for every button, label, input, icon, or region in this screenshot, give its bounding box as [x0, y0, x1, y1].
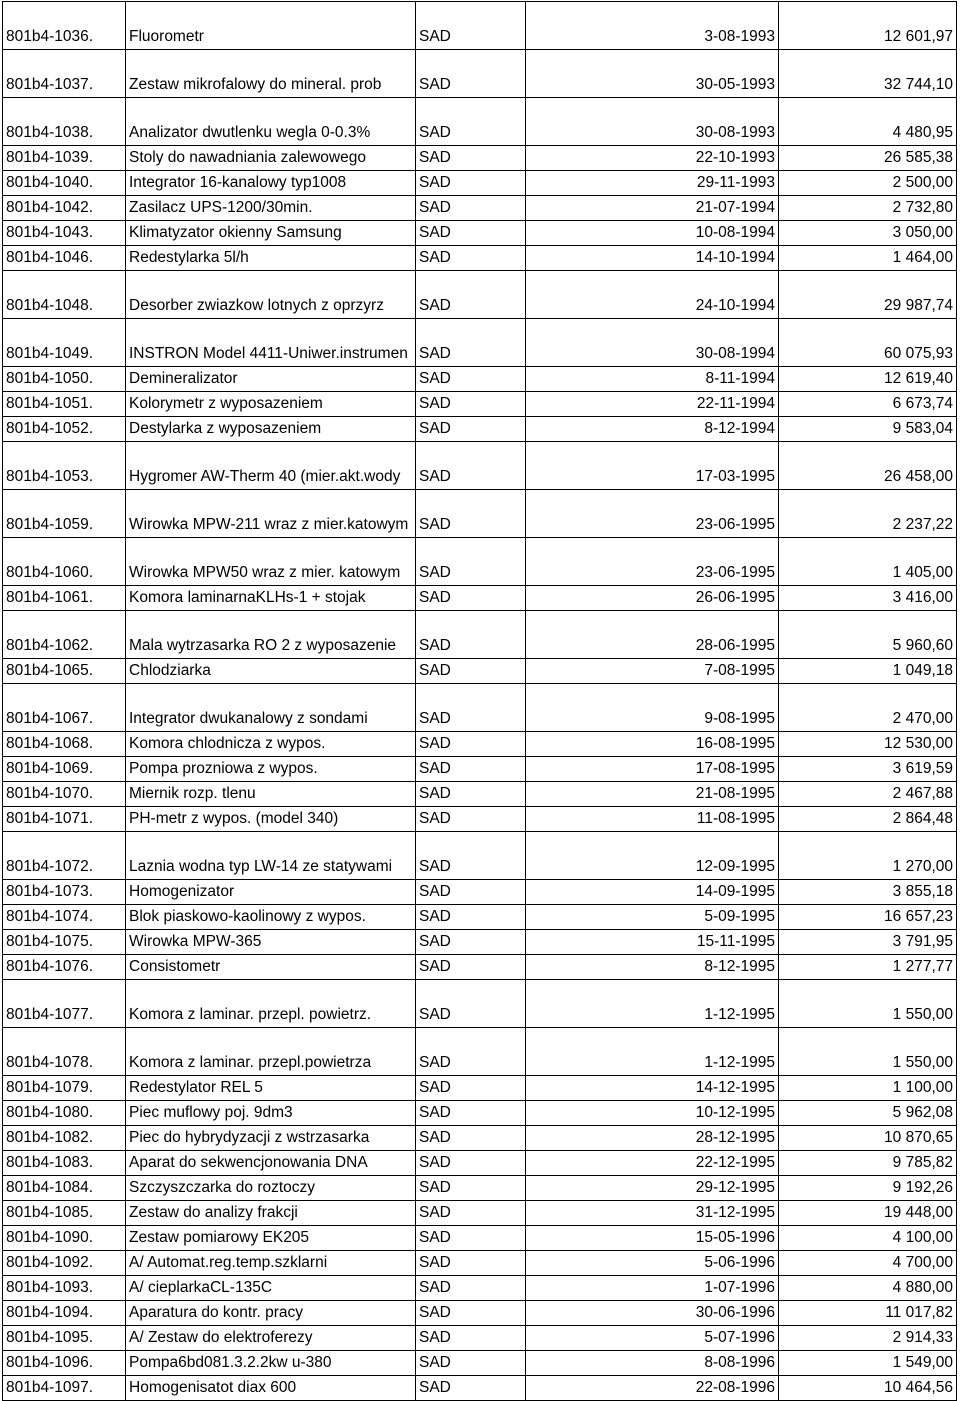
date-cell: 28-12-1995 [526, 1126, 779, 1151]
owner-cell: SAD [416, 1326, 526, 1351]
inventory-id-cell: 801b4-1070. [3, 782, 126, 807]
table-row [3, 1251, 957, 1276]
value-cell: 9 192,26 [779, 1176, 957, 1201]
value-cell: 6 673,74 [779, 392, 957, 417]
date-cell: 10-08-1994 [526, 221, 779, 246]
inventory-id-cell: 801b4-1040. [3, 171, 126, 196]
table-row [3, 611, 957, 659]
item-name-cell: Homogenizator [126, 880, 416, 905]
value-cell: 3 791,95 [779, 930, 957, 955]
inventory-id-cell: 801b4-1059. [3, 490, 126, 538]
value-cell: 5 962,08 [779, 1101, 957, 1126]
inventory-id-cell: 801b4-1096. [3, 1351, 126, 1376]
owner-cell: SAD [416, 490, 526, 538]
item-name-cell: Miernik rozp. tlenu [126, 782, 416, 807]
value-cell: 9 785,82 [779, 1151, 957, 1176]
date-cell: 30-08-1993 [526, 98, 779, 146]
owner-cell: SAD [416, 1251, 526, 1276]
date-cell: 17-08-1995 [526, 757, 779, 782]
date-cell: 11-08-1995 [526, 807, 779, 832]
item-name-cell: Komora chlodnicza z wypos. [126, 732, 416, 757]
table-row [3, 246, 957, 271]
item-name-cell: Mala wytrzasarka RO 2 z wyposazenie [126, 611, 416, 659]
table-row [3, 1376, 957, 1401]
table-row [3, 732, 957, 757]
owner-cell: SAD [416, 757, 526, 782]
inventory-id-cell: 801b4-1053. [3, 442, 126, 490]
table-row [3, 50, 957, 98]
owner-cell: SAD [416, 196, 526, 221]
date-cell: 14-12-1995 [526, 1076, 779, 1101]
table-row [3, 2, 957, 50]
inventory-id-cell: 801b4-1093. [3, 1276, 126, 1301]
inventory-id-cell: 801b4-1046. [3, 246, 126, 271]
date-cell: 26-06-1995 [526, 586, 779, 611]
inventory-id-cell: 801b4-1075. [3, 930, 126, 955]
value-cell: 2 237,22 [779, 490, 957, 538]
inventory-id-cell: 801b4-1051. [3, 392, 126, 417]
date-cell: 30-06-1996 [526, 1301, 779, 1326]
owner-cell: SAD [416, 1276, 526, 1301]
value-cell: 32 744,10 [779, 50, 957, 98]
item-name-cell: Wirowka MPW-365 [126, 930, 416, 955]
owner-cell: SAD [416, 659, 526, 684]
value-cell: 2 914,33 [779, 1326, 957, 1351]
inventory-id-cell: 801b4-1092. [3, 1251, 126, 1276]
item-name-cell: Fluorometr [126, 2, 416, 50]
owner-cell: SAD [416, 1126, 526, 1151]
item-name-cell: Zestaw mikrofalowy do mineral. prob [126, 50, 416, 98]
inventory-id-cell: 801b4-1097. [3, 1376, 126, 1401]
date-cell: 1-07-1996 [526, 1276, 779, 1301]
inventory-id-cell: 801b4-1048. [3, 271, 126, 319]
table-row [3, 1326, 957, 1351]
inventory-id-cell: 801b4-1043. [3, 221, 126, 246]
item-name-cell: INSTRON Model 4411-Uniwer.instrumen [126, 319, 416, 367]
table-row [3, 196, 957, 221]
value-cell: 2 467,88 [779, 782, 957, 807]
date-cell: 5-06-1996 [526, 1251, 779, 1276]
date-cell: 8-08-1996 [526, 1351, 779, 1376]
date-cell: 15-05-1996 [526, 1226, 779, 1251]
value-cell: 12 619,40 [779, 367, 957, 392]
table-row [3, 490, 957, 538]
table-row [3, 955, 957, 980]
owner-cell: SAD [416, 1076, 526, 1101]
owner-cell: SAD [416, 980, 526, 1028]
value-cell: 1 550,00 [779, 980, 957, 1028]
item-name-cell: A/ Automat.reg.temp.szklarni [126, 1251, 416, 1276]
table-row [3, 1301, 957, 1326]
table-row [3, 392, 957, 417]
value-cell: 16 657,23 [779, 905, 957, 930]
date-cell: 16-08-1995 [526, 732, 779, 757]
table-row [3, 98, 957, 146]
table-row [3, 146, 957, 171]
value-cell: 3 855,18 [779, 880, 957, 905]
value-cell: 1 049,18 [779, 659, 957, 684]
inventory-id-cell: 801b4-1061. [3, 586, 126, 611]
owner-cell: SAD [416, 367, 526, 392]
owner-cell: SAD [416, 221, 526, 246]
value-cell: 1 277,77 [779, 955, 957, 980]
value-cell: 1 405,00 [779, 538, 957, 586]
date-cell: 21-08-1995 [526, 782, 779, 807]
date-cell: 8-12-1994 [526, 417, 779, 442]
table-row [3, 757, 957, 782]
inventory-id-cell: 801b4-1076. [3, 955, 126, 980]
item-name-cell: Szczyszczarka do roztoczy [126, 1176, 416, 1201]
item-name-cell: Homogenisatot diax 600 [126, 1376, 416, 1401]
value-cell: 2 470,00 [779, 684, 957, 732]
value-cell: 12 601,97 [779, 2, 957, 50]
owner-cell: SAD [416, 1301, 526, 1326]
owner-cell: SAD [416, 930, 526, 955]
owner-cell: SAD [416, 246, 526, 271]
item-name-cell: Aparat do sekwencjonowania DNA [126, 1151, 416, 1176]
item-name-cell: A/ Zestaw do elektroferezy [126, 1326, 416, 1351]
item-name-cell: Hygromer AW-Therm 40 (mier.akt.wody [126, 442, 416, 490]
item-name-cell: A/ cieplarkaCL-135C [126, 1276, 416, 1301]
owner-cell: SAD [416, 171, 526, 196]
item-name-cell: Redestylator REL 5 [126, 1076, 416, 1101]
inventory-id-cell: 801b4-1052. [3, 417, 126, 442]
date-cell: 24-10-1994 [526, 271, 779, 319]
table-row [3, 1076, 957, 1101]
inventory-id-cell: 801b4-1073. [3, 880, 126, 905]
value-cell: 1 549,00 [779, 1351, 957, 1376]
item-name-cell: Komora z laminar. przepl. powietrz. [126, 980, 416, 1028]
owner-cell: SAD [416, 442, 526, 490]
date-cell: 21-07-1994 [526, 196, 779, 221]
item-name-cell: Integrator dwukanalowy z sondami [126, 684, 416, 732]
table-row [3, 319, 957, 367]
owner-cell: SAD [416, 1151, 526, 1176]
owner-cell: SAD [416, 586, 526, 611]
item-name-cell: Integrator 16-kanalowy typ1008 [126, 171, 416, 196]
item-name-cell: Komora z laminar. przepl.powietrza [126, 1028, 416, 1076]
value-cell: 4 880,00 [779, 1276, 957, 1301]
item-name-cell: Klimatyzator okienny Samsung [126, 221, 416, 246]
owner-cell: SAD [416, 1351, 526, 1376]
date-cell: 22-12-1995 [526, 1151, 779, 1176]
item-name-cell: Destylarka z wyposazeniem [126, 417, 416, 442]
date-cell: 23-06-1995 [526, 538, 779, 586]
owner-cell: SAD [416, 538, 526, 586]
inventory-id-cell: 801b4-1037. [3, 50, 126, 98]
item-name-cell: Redestylarka 5l/h [126, 246, 416, 271]
date-cell: 28-06-1995 [526, 611, 779, 659]
owner-cell: SAD [416, 50, 526, 98]
owner-cell: SAD [416, 146, 526, 171]
inventory-id-cell: 801b4-1083. [3, 1151, 126, 1176]
inventory-id-cell: 801b4-1080. [3, 1101, 126, 1126]
inventory-id-cell: 801b4-1078. [3, 1028, 126, 1076]
inventory-id-cell: 801b4-1042. [3, 196, 126, 221]
table-row [3, 367, 957, 392]
inventory-id-cell: 801b4-1095. [3, 1326, 126, 1351]
table-row [3, 586, 957, 611]
value-cell: 2 500,00 [779, 171, 957, 196]
table-row [3, 1226, 957, 1251]
date-cell: 3-08-1993 [526, 2, 779, 50]
item-name-cell: Kolorymetr z wyposazeniem [126, 392, 416, 417]
item-name-cell: Chlodziarka [126, 659, 416, 684]
value-cell: 10 870,65 [779, 1126, 957, 1151]
inventory-id-cell: 801b4-1084. [3, 1176, 126, 1201]
date-cell: 9-08-1995 [526, 684, 779, 732]
item-name-cell: Pompa6bd081.3.2.2kw u-380 [126, 1351, 416, 1376]
table-row [3, 832, 957, 880]
owner-cell: SAD [416, 2, 526, 50]
item-name-cell: Aparatura do kontr. pracy [126, 1301, 416, 1326]
table-row [3, 221, 957, 246]
item-name-cell: Piec muflowy poj. 9dm3 [126, 1101, 416, 1126]
value-cell: 2 864,48 [779, 807, 957, 832]
owner-cell: SAD [416, 1201, 526, 1226]
inventory-table [2, 1, 957, 1401]
owner-cell: SAD [416, 732, 526, 757]
item-name-cell: Piec do hybrydyzacji z wstrzasarka [126, 1126, 416, 1151]
value-cell: 4 100,00 [779, 1226, 957, 1251]
date-cell: 17-03-1995 [526, 442, 779, 490]
item-name-cell: Komora laminarnaKLHs-1 + stojak [126, 586, 416, 611]
date-cell: 5-07-1996 [526, 1326, 779, 1351]
table-row [3, 538, 957, 586]
value-cell: 19 448,00 [779, 1201, 957, 1226]
date-cell: 22-08-1996 [526, 1376, 779, 1401]
inventory-id-cell: 801b4-1067. [3, 684, 126, 732]
value-cell: 1 100,00 [779, 1076, 957, 1101]
item-name-cell: Consistometr [126, 955, 416, 980]
date-cell: 23-06-1995 [526, 490, 779, 538]
inventory-id-cell: 801b4-1038. [3, 98, 126, 146]
table-row [3, 905, 957, 930]
item-name-cell: Pompa prozniowa z wypos. [126, 757, 416, 782]
date-cell: 29-11-1993 [526, 171, 779, 196]
inventory-id-cell: 801b4-1077. [3, 980, 126, 1028]
value-cell: 9 583,04 [779, 417, 957, 442]
value-cell: 10 464,56 [779, 1376, 957, 1401]
owner-cell: SAD [416, 905, 526, 930]
value-cell: 1 550,00 [779, 1028, 957, 1076]
owner-cell: SAD [416, 880, 526, 905]
table-row [3, 1201, 957, 1226]
value-cell: 3 619,59 [779, 757, 957, 782]
table-row [3, 930, 957, 955]
date-cell: 7-08-1995 [526, 659, 779, 684]
owner-cell: SAD [416, 417, 526, 442]
value-cell: 26 458,00 [779, 442, 957, 490]
table-row [3, 782, 957, 807]
inventory-id-cell: 801b4-1079. [3, 1076, 126, 1101]
table-row [3, 1101, 957, 1126]
inventory-id-cell: 801b4-1065. [3, 659, 126, 684]
table-row [3, 1351, 957, 1376]
owner-cell: SAD [416, 611, 526, 659]
value-cell: 4 480,95 [779, 98, 957, 146]
item-name-cell: Wirowka MPW-211 wraz z mier.katowym [126, 490, 416, 538]
date-cell: 22-11-1994 [526, 392, 779, 417]
item-name-cell: Blok piaskowo-kaolinowy z wypos. [126, 905, 416, 930]
date-cell: 22-10-1993 [526, 146, 779, 171]
date-cell: 8-12-1995 [526, 955, 779, 980]
inventory-id-cell: 801b4-1085. [3, 1201, 126, 1226]
value-cell: 60 075,93 [779, 319, 957, 367]
table-row [3, 1126, 957, 1151]
table-row [3, 684, 957, 732]
item-name-cell: Zasilacz UPS-1200/30min. [126, 196, 416, 221]
owner-cell: SAD [416, 1376, 526, 1401]
inventory-id-cell: 801b4-1050. [3, 367, 126, 392]
owner-cell: SAD [416, 807, 526, 832]
inventory-id-cell: 801b4-1074. [3, 905, 126, 930]
owner-cell: SAD [416, 392, 526, 417]
owner-cell: SAD [416, 684, 526, 732]
item-name-cell: Desorber zwiazkow lotnych z oprzyrz [126, 271, 416, 319]
value-cell: 29 987,74 [779, 271, 957, 319]
date-cell: 5-09-1995 [526, 905, 779, 930]
date-cell: 30-08-1994 [526, 319, 779, 367]
table-row [3, 1151, 957, 1176]
item-name-cell: Demineralizator [126, 367, 416, 392]
owner-cell: SAD [416, 1176, 526, 1201]
table-row [3, 417, 957, 442]
inventory-table-body [3, 2, 957, 1401]
value-cell: 3 416,00 [779, 586, 957, 611]
inventory-id-cell: 801b4-1069. [3, 757, 126, 782]
inventory-id-cell: 801b4-1060. [3, 538, 126, 586]
owner-cell: SAD [416, 319, 526, 367]
value-cell: 2 732,80 [779, 196, 957, 221]
owner-cell: SAD [416, 832, 526, 880]
value-cell: 26 585,38 [779, 146, 957, 171]
value-cell: 1 270,00 [779, 832, 957, 880]
item-name-cell: Zestaw pomiarowy EK205 [126, 1226, 416, 1251]
value-cell: 4 700,00 [779, 1251, 957, 1276]
owner-cell: SAD [416, 271, 526, 319]
inventory-id-cell: 801b4-1062. [3, 611, 126, 659]
inventory-id-cell: 801b4-1071. [3, 807, 126, 832]
value-cell: 12 530,00 [779, 732, 957, 757]
owner-cell: SAD [416, 98, 526, 146]
table-row [3, 442, 957, 490]
table-row [3, 1028, 957, 1076]
inventory-id-cell: 801b4-1068. [3, 732, 126, 757]
table-row [3, 1176, 957, 1201]
date-cell: 31-12-1995 [526, 1201, 779, 1226]
value-cell: 5 960,60 [779, 611, 957, 659]
inventory-id-cell: 801b4-1036. [3, 2, 126, 50]
table-row [3, 1276, 957, 1301]
item-name-cell: Analizator dwutlenku wegla 0-0.3% [126, 98, 416, 146]
value-cell: 11 017,82 [779, 1301, 957, 1326]
table-row [3, 880, 957, 905]
owner-cell: SAD [416, 1226, 526, 1251]
owner-cell: SAD [416, 1028, 526, 1076]
date-cell: 8-11-1994 [526, 367, 779, 392]
date-cell: 1-12-1995 [526, 980, 779, 1028]
item-name-cell: Wirowka MPW50 wraz z mier. katowym [126, 538, 416, 586]
value-cell: 1 464,00 [779, 246, 957, 271]
table-row [3, 807, 957, 832]
inventory-id-cell: 801b4-1072. [3, 832, 126, 880]
item-name-cell: Laznia wodna typ LW-14 ze statywami [126, 832, 416, 880]
date-cell: 14-09-1995 [526, 880, 779, 905]
date-cell: 12-09-1995 [526, 832, 779, 880]
owner-cell: SAD [416, 955, 526, 980]
item-name-cell: Zestaw do analizy frakcji [126, 1201, 416, 1226]
date-cell: 10-12-1995 [526, 1101, 779, 1126]
date-cell: 14-10-1994 [526, 246, 779, 271]
value-cell: 3 050,00 [779, 221, 957, 246]
date-cell: 29-12-1995 [526, 1176, 779, 1201]
inventory-id-cell: 801b4-1039. [3, 146, 126, 171]
item-name-cell: Stoly do nawadniania zalewowego [126, 146, 416, 171]
table-row [3, 271, 957, 319]
inventory-id-cell: 801b4-1082. [3, 1126, 126, 1151]
item-name-cell: PH-metr z wypos. (model 340) [126, 807, 416, 832]
date-cell: 1-12-1995 [526, 1028, 779, 1076]
date-cell: 15-11-1995 [526, 930, 779, 955]
date-cell: 30-05-1993 [526, 50, 779, 98]
inventory-id-cell: 801b4-1049. [3, 319, 126, 367]
table-row [3, 659, 957, 684]
table-row [3, 171, 957, 196]
inventory-id-cell: 801b4-1094. [3, 1301, 126, 1326]
owner-cell: SAD [416, 1101, 526, 1126]
owner-cell: SAD [416, 782, 526, 807]
inventory-id-cell: 801b4-1090. [3, 1226, 126, 1251]
table-row [3, 980, 957, 1028]
